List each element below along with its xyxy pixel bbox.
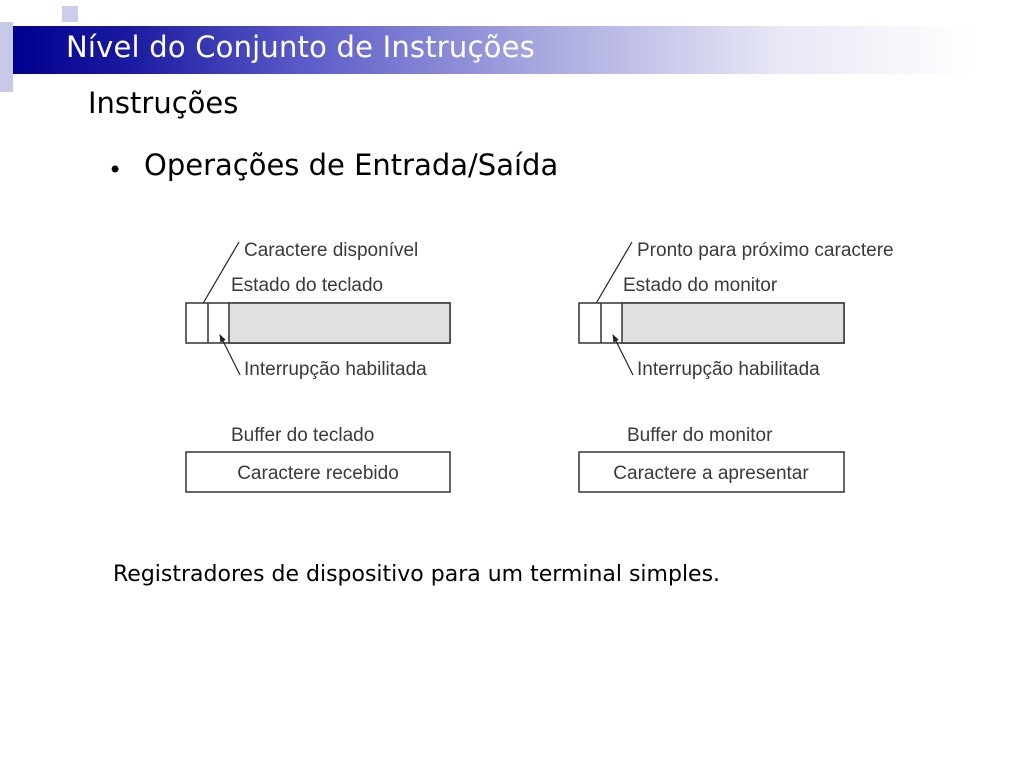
section-heading: Instruções [88, 86, 239, 120]
figure-caption: Registradores de dispositivo para um terminal simples. [113, 562, 721, 587]
bullet-symbol: • [108, 156, 123, 184]
keyboard-registers [186, 240, 450, 492]
slide-title: Nível do Conjunto de Instruções [66, 30, 535, 64]
bullet-item: Operações de Entrada/Saída [144, 148, 559, 182]
keyboard-status-register-unused [229, 303, 450, 343]
monitor-status-register-label: Estado do monitor [623, 275, 778, 296]
monitor-buffer-label: Buffer do monitor [627, 425, 773, 446]
keyboard-buffer-content: Caractere recebido [237, 463, 399, 484]
keyboard-status-bit1-label: Caractere disponível [244, 240, 419, 261]
monitor-status-bit2-label: Interrupção habilitada [637, 359, 820, 380]
monitor-status-register-unused [622, 303, 844, 343]
keyboard-status-bit2-label: Interrupção habilitada [244, 359, 427, 380]
monitor-registers [579, 240, 894, 492]
monitor-status-bit1-label: Pronto para próximo caractere [637, 240, 894, 261]
keyboard-buffer-label: Buffer do teclado [231, 425, 375, 446]
keyboard-status-register-label: Estado do teclado [231, 275, 384, 296]
monitor-buffer-content: Caractere a apresentar [613, 463, 809, 484]
